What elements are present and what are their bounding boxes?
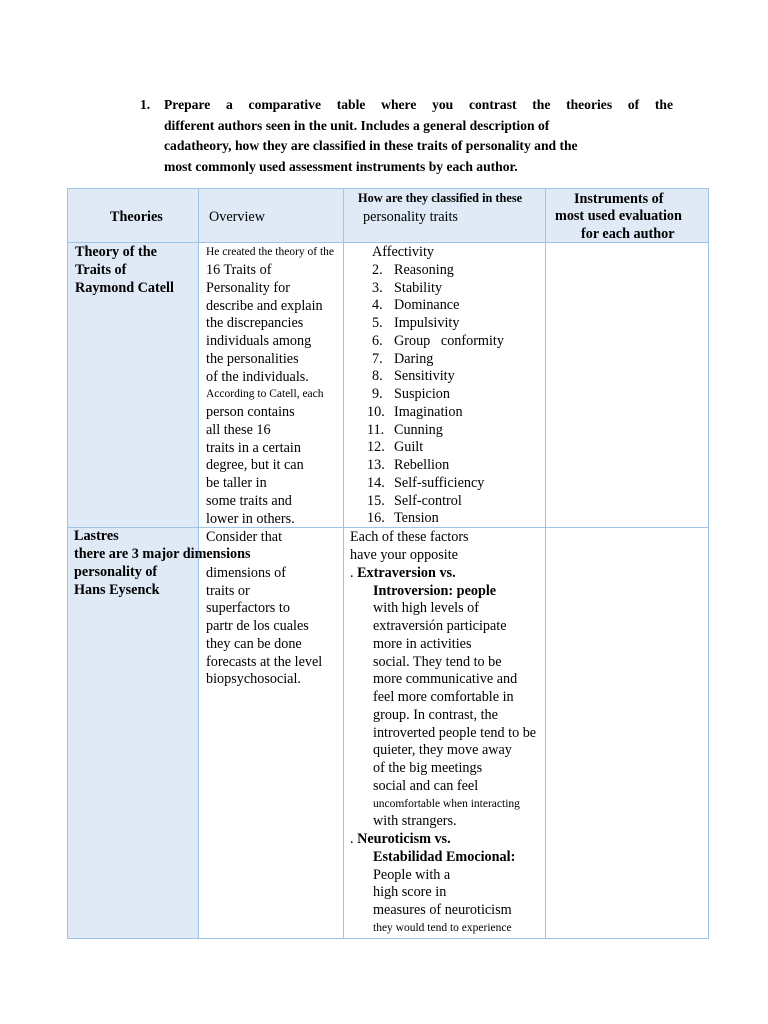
trait-list-item: 9. Suspicion — [372, 386, 450, 402]
instruction-paragraph — [140, 95, 675, 177]
trait-list-item: 3. Stability — [372, 280, 443, 296]
row1-overview-line: person contains — [206, 404, 295, 420]
dimension-subheading-introversion: Introversion: people — [373, 583, 497, 599]
header-instruments-line: for each author — [581, 226, 675, 242]
trait-list-item: 2. Reasoning — [372, 262, 454, 278]
row2-theory-line: there are 3 major dimensions — [74, 546, 251, 562]
dimension-heading-extraversion: . Extraversion vs. — [350, 565, 456, 581]
dimension-body-line: uncomfortable when interacting — [373, 798, 520, 810]
dimension-subheading-stability: Estabilidad Emocional: — [373, 849, 516, 865]
row1-overview-line: Personality for — [206, 280, 290, 296]
row1-theory-line: Traits of — [75, 262, 127, 278]
row2-overview-line: biopsychosocial. — [206, 671, 301, 687]
dimension-body-line: group. In contrast, the — [373, 707, 498, 723]
dimension-body-line: high score in — [373, 884, 447, 900]
header-cell-overview — [198, 188, 344, 243]
header-instruments-line: Instruments of — [574, 191, 664, 207]
header-theories: Theories — [110, 209, 163, 225]
instruction-line: Prepare a comparative table where you contrast the theories of the — [164, 97, 673, 112]
row1-theory-line: Theory of the — [75, 244, 157, 260]
row2-overview-line: dimensions of — [206, 565, 286, 581]
trait-list-item: 16. Tension — [367, 510, 439, 526]
row1-overview-line: 16 Traits of — [206, 262, 272, 278]
row2-overview-line: superfactors to — [206, 600, 290, 616]
dimension-body-line: they would tend to experience — [373, 922, 512, 934]
header-overview: Overview — [209, 209, 265, 225]
classified-intro-line: Each of these factors — [350, 529, 469, 545]
trait-list-item: 4. Dominance — [372, 297, 460, 313]
dimension-body-line: feel more comfortable in — [373, 689, 514, 705]
row1-overview-line: He created the theory of the — [206, 246, 335, 258]
trait-list-item: 15. Self-control — [367, 493, 462, 509]
dimension-body-line: People with a — [373, 867, 451, 883]
header-cell-theories — [67, 188, 199, 243]
instruction-line: cadatheory, how they are classified in these traits of personality and the — [164, 138, 578, 153]
header-instruments-line: most used evaluation — [555, 208, 682, 224]
row1-overview-line: some traits and — [206, 493, 292, 509]
row2-theory-line: Hans Eysenck — [74, 582, 160, 598]
dimension-body-line: more communicative and — [373, 671, 518, 687]
row2-overview-line: partr de los cuales — [206, 618, 309, 634]
dimension-body-line: more in activities — [373, 636, 472, 652]
header-cell-classified — [343, 188, 546, 243]
row2-overview-line: Consider that — [206, 529, 283, 545]
row1-instruments-cell — [545, 242, 709, 528]
comparative-table — [67, 188, 709, 939]
dimension-body-line: extraversión participate — [373, 618, 507, 634]
row1-overview-line: be taller in — [206, 475, 267, 491]
classified-intro-line: have your opposite — [350, 547, 458, 563]
instruction-line: different authors seen in the unit. Includes a general description of — [164, 117, 550, 133]
row2-theory-line: personality of — [74, 564, 158, 580]
row2-overview-line: traits or — [206, 583, 250, 599]
dimension-body-line: with strangers. — [373, 813, 457, 829]
header-cell-instruments — [545, 188, 709, 243]
dimension-body-line: with high levels of — [373, 600, 479, 616]
row2-classified-cell — [343, 527, 546, 939]
trait-list-item: 5. Impulsivity — [372, 315, 460, 331]
row2-theory-line: Lastres — [74, 528, 119, 544]
trait-list-item: 7. Daring — [372, 351, 434, 367]
trait-list-item: 13. Rebellion — [367, 457, 450, 473]
dimension-body-line: measures of neuroticism — [373, 902, 512, 918]
dimension-body-line: social. They tend to be — [373, 654, 502, 670]
dimension-body-line: quieter, they move away — [373, 742, 512, 758]
header-classified-line: personality traits — [363, 209, 458, 225]
row1-overview-line: the personalities — [206, 351, 299, 367]
trait-list-item: Affectivity — [372, 244, 434, 260]
row1-theory-line: Raymond Catell — [75, 280, 174, 296]
row2-instruments-cell — [545, 527, 709, 939]
header-classified-line: How are they classified in these — [358, 191, 523, 205]
row2-overview-line: they can be done — [206, 636, 302, 652]
instruction-line: most commonly used assessment instruments by each author. — [164, 158, 518, 174]
row1-traits-cell — [343, 242, 546, 528]
row1-overview-line: degree, but it can — [206, 457, 304, 473]
row1-overview-line: According to Catell, each — [206, 388, 324, 400]
row1-overview-line: of the individuals. — [206, 369, 309, 385]
row1-theory-cell — [67, 242, 199, 528]
trait-list-item: 14. Self-sufficiency — [367, 475, 485, 491]
row1-overview-line: all these 16 — [206, 422, 271, 438]
dimension-body-line: social and can feel — [373, 778, 479, 794]
row1-overview-line: individuals among — [206, 333, 312, 349]
row1-overview-line: traits in a certain — [206, 440, 301, 456]
trait-list-item: 12. Guilt — [367, 439, 424, 455]
row1-overview-cell — [198, 242, 344, 528]
dimension-body-line: of the big meetings — [373, 760, 483, 776]
row2-overview-line: forecasts at the level — [206, 654, 323, 670]
trait-list-item: 6. Group conformity — [372, 333, 504, 349]
trait-list-item: 10. Imagination — [367, 404, 463, 420]
trait-list-item: 11. Cunning — [367, 422, 443, 438]
dimension-heading-neuroticism: . Neuroticism vs. — [350, 831, 451, 847]
row2-overview-cell — [198, 527, 344, 939]
dimension-body-line: introverted people tend to be — [373, 725, 537, 741]
instruction-number: 1. — [140, 97, 151, 112]
row1-overview-line: lower in others. — [206, 511, 295, 527]
row1-overview-line: the discrepancies — [206, 315, 304, 331]
row1-overview-line: describe and explain — [206, 298, 323, 314]
trait-list-item: 8. Sensitivity — [372, 368, 455, 384]
